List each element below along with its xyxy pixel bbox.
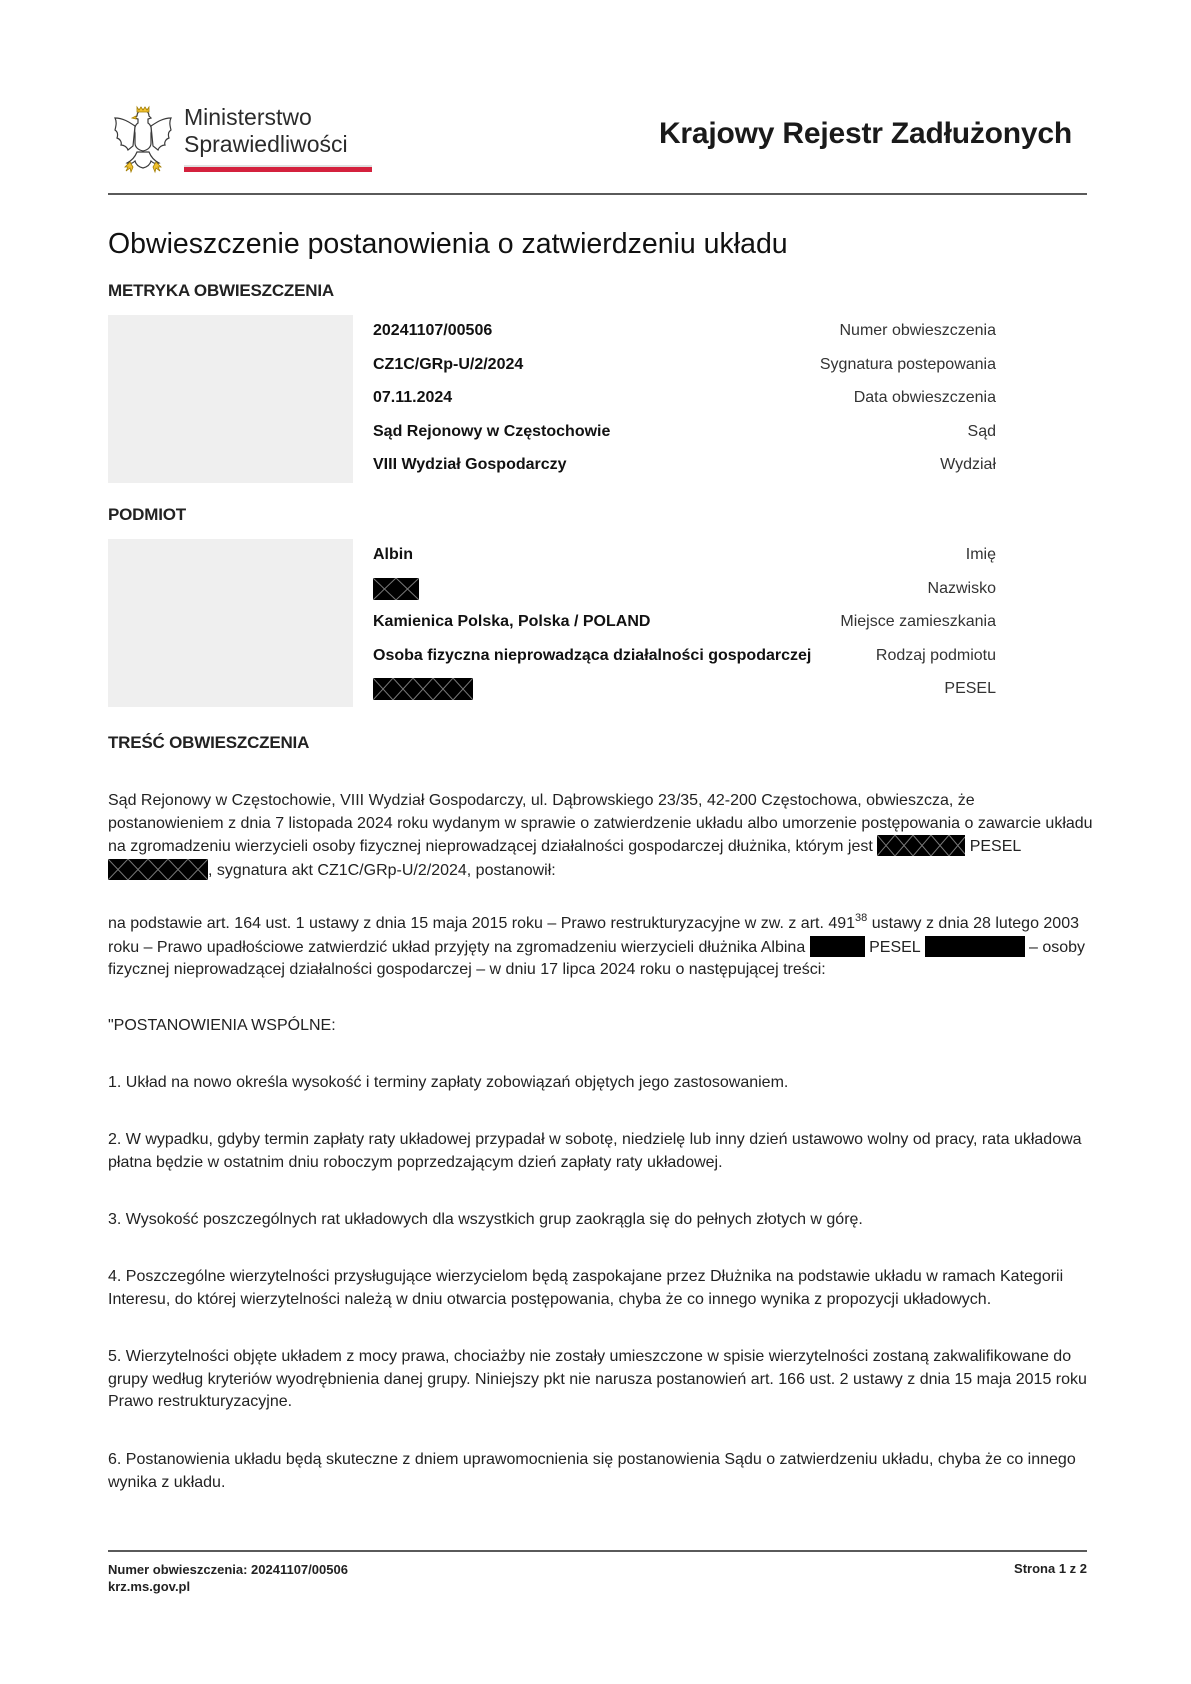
paragraph-legal-basis: na podstawie art. 164 ust. 1 ustawy z dnia 15 maja 2015 roku – Prawo restrukturyzacyjne w zw. z art. $491^{38}$ ustawy z dnia 28 lutego 2003 roku – Prawo upadłościowe zatwierdzić układ przyjęty na zgromadzeniu wierzycieli dłużnika Albina PESEL – osoby fizycznej nieprowadzącej działalności gospodarczej – w dniu 17 lipca 2024 roku o następującej treści:: [108, 912, 1086, 978]
podmiot-row: [108, 606, 1008, 640]
metryka-row: [108, 382, 1008, 416]
redaction-block: [877, 835, 965, 856]
page-number: Strona 1 z 2: [1014, 1561, 1087, 1576]
redaction-block: [925, 936, 1025, 957]
field-value: VIII Wydział Gospodarczy: [373, 456, 567, 473]
paragraph-point-4: 4. Poszczególne wierzytelności przysługujące wierzycielom będą zaspokajane przez Dłużnika na podstawie układu w ramach Kategorii Interesu, do której wierzytelności należą w dniu otwarcia postępowania, chyba że co innego wynika z propozycji układowych.: [108, 1268, 1064, 1308]
field-label: Imię: [965, 546, 996, 563]
metryka-table: [108, 315, 1008, 483]
redaction-block: [373, 678, 473, 700]
field-label: Miejsce zamieszkania: [840, 613, 996, 630]
paragraph-point-1: 1. Układ na nowo określa wysokość i terminy zapłaty zobowiązań objętych jego zastosowaniem.: [108, 1074, 789, 1091]
field-value: CZ1C/GRp-U/2/2024: [373, 355, 524, 373]
ministry-name-line1: Ministerstwo: [184, 104, 312, 130]
field-label: Data obwieszczenia: [853, 389, 996, 406]
paragraph-point-2: 2. W wypadku, gdyby termin zapłaty raty układowej przypadał w sobotę, niedzielę lub inny dzień ustawowo wolny od pracy, rata układowa płatna będzie w ostatnim dniu roboczym poprzedzającym dzień zapłaty raty układowej.: [108, 1131, 1082, 1171]
podmiot-row: [108, 640, 1008, 674]
field-label: Rodzaj podmiotu: [875, 646, 996, 664]
footer-site: krz.ms.gov.pl: [108, 1579, 191, 1594]
flag-bar: [184, 165, 372, 173]
section-heading-metryka: METRYKA OBWIESZCZENIA: [108, 281, 334, 300]
redaction-block: [373, 578, 419, 600]
metryka-row: [108, 315, 1008, 349]
field-label: Sygnatura postepowania: [819, 355, 996, 373]
field-value: Sąd Rejonowy w Częstochowie: [373, 422, 611, 440]
footer-number: Numer obwieszczenia: 20241107/00506: [108, 1562, 348, 1577]
podmiot-row: [108, 673, 1008, 707]
metryka-row: [108, 416, 1008, 450]
field-value: 07.11.2024: [373, 389, 453, 406]
redaction-block: [810, 936, 865, 957]
podmiot-row: [108, 573, 1008, 607]
field-label: Wydział: [940, 456, 996, 473]
page-title: Obwieszczenie postanowienia o zatwierdzeniu układu: [108, 228, 788, 260]
section-heading-podmiot: PODMIOT: [108, 505, 186, 524]
paragraph-point-6: 6. Postanowienia układu będą skuteczne z dniem uprawomocnienia się postanowienia Sądu o zatwierdzeniu układu, chyba że co innego wynika z układu.: [108, 1451, 1076, 1491]
pesel-redaction: [373, 678, 473, 700]
paragraph-point-5: 5. Wierzytelności objęte układem z mocy prawa, chociażby nie zostały umieszczone w spisie wierzytelności zostaną zakwalifikowane do grupy według kryteriów wyodrębnienia danej grupy. Niniejszy pkt nie narusza postanowień art. 166 ust. 2 ustawy z dnia 15 maja 2015 roku Prawo restrukturyzacyjne.: [108, 1348, 1087, 1410]
metryka-row: [108, 349, 1008, 383]
ministry-name: [184, 104, 348, 158]
surname-redaction: [373, 578, 419, 600]
field-value: Osoba fizyczna nieprowadząca działalności gospodarczej: [373, 646, 812, 664]
footer-info: [108, 1561, 348, 1595]
redaction-block: [108, 859, 208, 880]
field-label: Numer obwieszczenia: [839, 322, 996, 339]
field-value: Albin: [373, 546, 413, 563]
field-label: Nazwisko: [927, 579, 996, 597]
paragraph-point-3: 3. Wysokość poszczególnych rat układowych dla wszystkich grup zaokrągla się do pełnych złotych w górę.: [108, 1211, 863, 1228]
header-divider: [108, 193, 1087, 195]
podmiot-row: [108, 539, 1008, 573]
metryka-row: [108, 449, 1008, 483]
paragraph-heading-common: "POSTANOWIENIA WSPÓLNE:: [108, 1017, 336, 1034]
eagle-emblem-icon: [108, 104, 178, 176]
paragraph-intro: Sąd Rejonowy w Częstochowie, VIII Wydział Gospodarczy, ul. Dąbrowskiego 23/35, 42-200 Częstochowa, obwieszcza, że postanowieniem z dnia 7 listopada 2024 roku wydanym w sprawie o zatwierdzenie układu albo umorzenie postępowania o zawarcie układu na zgromadzeniu wierzycieli osoby fizycznej nieprowadzącej działalności gospodarczej dłużnika, którym jest PESEL , sygnatura akt CZ1C/GRp-U/2/2024, postanowił:: [108, 792, 1093, 879]
podmiot-table: [108, 539, 1008, 707]
field-value: Kamienica Polska, Polska / POLAND: [373, 613, 651, 630]
field-label: PESEL: [944, 680, 996, 697]
ministry-name-line2: Sprawiedliwości: [184, 131, 348, 157]
ministry-logo: [108, 100, 368, 182]
footer-divider: [108, 1550, 1087, 1552]
field-label: Sąd: [967, 422, 996, 440]
registry-title: Krajowy Rejestr Zadłużonych: [658, 117, 1072, 150]
section-heading-tresc: TREŚĆ OBWIESZCZENIA: [108, 733, 310, 752]
field-value: 20241107/00506: [373, 322, 493, 339]
